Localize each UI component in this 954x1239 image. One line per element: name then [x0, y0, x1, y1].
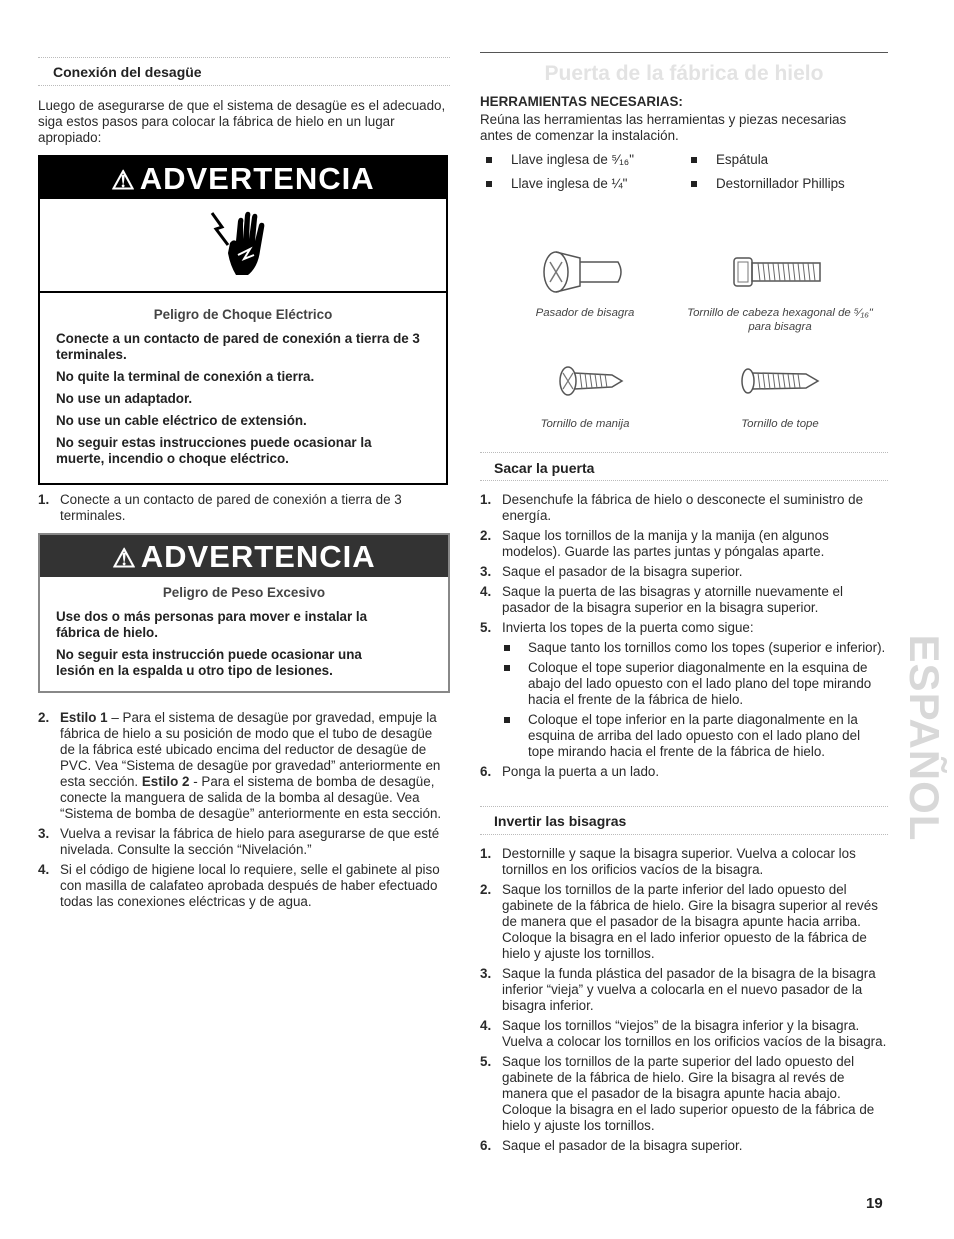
top-rule-left — [38, 57, 450, 58]
step-list — [480, 764, 888, 780]
step-number: 2. — [480, 882, 492, 897]
step-text: Saque la funda plástica del pasador de la bisagra de la bisagra inferior “vieja” y vuelva a colocarla en el nuevo pasador de la bisagra inferior. — [502, 966, 876, 1013]
warning-subtitle: Peligro de Peso Excesivo — [162, 585, 326, 600]
list-item — [480, 1138, 888, 1154]
tool-label: Espátula — [716, 152, 769, 167]
tool-item — [481, 176, 627, 192]
step-list-2 — [38, 710, 450, 914]
list-item — [480, 584, 888, 616]
step-text: Desenchufe la fábrica de hielo o desconecte el suministro de energía. — [502, 492, 864, 523]
step-number: 4. — [38, 862, 50, 877]
step-text: – Para el sistema de desagüe por gravedad, empuje la fábrica de hielo a su posición de modo que el tubo de desagüe de la fábrica esté ubicado encima del reductor de desagüe de PVC. Vea “Sistema de desagüe por gravedad” anteriormente en esta sección. — [60, 710, 441, 789]
step-number: 4. — [480, 1018, 492, 1033]
warning-title: ADVERTENCIA — [139, 161, 375, 196]
section-title-door: Puerta de la fábrica de hielo — [544, 62, 824, 85]
electric-shock-hand-icon — [208, 205, 278, 285]
warning-subtitle: Peligro de Choque Eléctrico — [153, 307, 333, 322]
warning-line: No quite la terminal de conexión a tierra. — [56, 369, 315, 384]
hinge-pin-icon — [540, 248, 630, 298]
list-item — [502, 712, 886, 760]
tool-item — [481, 152, 634, 168]
step-text: Vuelva a revisar la fábrica de hielo para asegurarse de que esté nivelada. Consulte la sección “Nivelación.” — [60, 826, 440, 857]
step-text: Saque los tornillos de la parte inferior del lado opuesto del gabinete de la fábrica de hielo. Gire la bisagra superior al revés de manera que el pasador de la bisagra apunte hacia arriba. Coloque la bisagra en el lado inferior opuesto de la fábrica de hielo y ajuste los tornillos. — [502, 882, 878, 961]
substep-list — [502, 640, 886, 760]
section-title-drain: Conexión del desagüe — [53, 64, 202, 80]
part-caption: Tornillo de tope — [741, 418, 819, 430]
section-rule — [480, 452, 888, 453]
warning-line: No seguir esta instrucción puede ocasionar una lesión en la espalda u otro tipo de lesiones. — [56, 647, 362, 678]
warning-header — [40, 157, 446, 199]
section-title-reverse-hinges: Invertir las bisagras — [494, 813, 627, 829]
tools-heading: HERRAMIENTAS NECESARIAS: — [480, 94, 683, 109]
step-text: Si el código de higiene local lo requiere, selle el gabinete al piso con masilla de calafateo aprobada después de haber efectuado todas las conexiones eléctricas y de agua. — [60, 862, 440, 909]
reverse-hinges-steps — [480, 846, 888, 1158]
bullet — [486, 181, 492, 187]
step-number: 5. — [480, 620, 492, 635]
step-number: 1. — [38, 492, 50, 507]
list-item — [480, 1054, 888, 1134]
warning-line: Use dos o más personas para mover e instalar la fábrica de hielo. — [56, 609, 368, 640]
bullet — [691, 181, 697, 187]
warning-box-weight — [38, 533, 450, 693]
warning-line: No seguir estas instrucciones puede ocasionar la muerte, incendio o choque eléctrico. — [56, 435, 372, 466]
section-title-remove-door: Sacar la puerta — [494, 460, 595, 476]
list-item — [480, 564, 888, 580]
warning-line: Conecte a un contacto de pared de conexión a tierra de 3 terminales. — [56, 331, 420, 362]
step-text: Destornille y saque la bisagra superior. Vuelva a colocar los tornillos en los orificios vacíos de la bisagra. — [502, 846, 856, 877]
style-label: Estilo 1 — [60, 710, 108, 725]
step-number: 5. — [480, 1054, 492, 1069]
step-text: Saque el pasador de la bisagra superior. — [502, 564, 743, 579]
list-item — [38, 862, 450, 910]
section-rule — [480, 480, 888, 481]
warning-line: No use un adaptador. — [56, 391, 193, 406]
side-language-tab — [900, 634, 948, 842]
step-number: 3. — [480, 966, 492, 981]
list-item — [480, 882, 888, 962]
list-item — [480, 620, 888, 636]
drain-intro: Luego de asegurarse de que el sistema de desagüe es el adecuado, siga estos pasos para colocar la fábrica de hielo en un lugar apropiado: — [38, 98, 446, 145]
warning-header — [40, 535, 448, 577]
step-list — [480, 492, 888, 636]
step-text: Invierta los topes de la puerta como sigue: — [502, 620, 754, 635]
step-text: Saque los tornillos de la parte superior del lado opuesto del gabinete de la fábrica de hielo. Gire la bisagra al revés de manera que el pasador de la bisagra apunte hacia abajo. Coloque la bisagra en el lado superior opuesto de la fábrica de hielo y ajuste los tornillos. — [502, 1054, 875, 1133]
list-item — [502, 640, 886, 656]
list-item — [502, 660, 886, 708]
remove-door-steps — [480, 492, 888, 784]
part-caption: Tornillo de manija — [540, 418, 630, 430]
step-number: 1. — [480, 492, 492, 507]
warning-title: ADVERTENCIA — [140, 539, 376, 574]
substep-text: Coloque el tope superior diagonalmente en la esquina de abajo del lado opuesto con el lado plano del tope mirando hacia el frente de la fábrica de hielo. — [528, 660, 872, 707]
bullet — [504, 665, 510, 671]
list-item — [480, 966, 888, 1014]
handle-screw-icon — [556, 364, 626, 398]
step-text: Saque los tornillos “viejos” de la bisagra inferior y la bisagra. Vuelva a colocar los tornillos en los orificios vacíos de la bisagra. — [502, 1018, 887, 1049]
tool-item — [686, 176, 845, 192]
page-number: 19 — [866, 1195, 883, 1212]
list-item — [38, 492, 448, 524]
tool-item — [686, 152, 768, 168]
step-number: 6. — [480, 764, 492, 779]
tool-label: Llave inglesa de ⁵⁄₁₆" — [511, 152, 634, 167]
step-number: 4. — [480, 584, 492, 599]
part-caption: Pasador de bisagra — [535, 307, 635, 319]
step-number: 2. — [38, 710, 50, 725]
list-item — [38, 826, 450, 858]
step-number: 3. — [38, 826, 50, 841]
step-text: Ponga la puerta a un lado. — [502, 764, 660, 779]
warning-box-electric — [38, 155, 448, 485]
part-caption: Tornillo de cabeza hexagonal de ⁵⁄₁₆" para bisagra — [687, 307, 873, 333]
bullet — [504, 645, 510, 651]
step-text: Saque la puerta de las bisagras y atornille nuevamente el pasador de la bisagra superior en la bisagra superior. — [502, 584, 843, 615]
warning-line: No use un cable eléctrico de extensión. — [56, 413, 307, 428]
style-label: Estilo 2 — [141, 774, 190, 789]
hex-head-screw-icon — [732, 254, 824, 290]
step-text: Conecte a un contacto de pared de conexión a tierra de 3 terminales. — [60, 492, 402, 523]
step-number: 1. — [480, 846, 492, 861]
list-item — [480, 528, 888, 560]
step-number: 2. — [480, 528, 492, 543]
stop-screw-icon — [740, 366, 820, 396]
list-item — [480, 846, 888, 878]
section-rule — [480, 834, 888, 835]
warning-triangle-icon: ⚠ — [111, 165, 136, 195]
list-item — [480, 764, 888, 780]
list-item — [38, 710, 450, 822]
bullet — [486, 157, 492, 163]
tool-label: Llave inglesa de ¼" — [511, 176, 628, 191]
step-list-1 — [38, 492, 448, 528]
step-text: Saque los tornillos de la manija y la manija (en algunos modelos). Guarde las partes juntas y póngalas aparte. — [502, 528, 829, 559]
list-item — [480, 1018, 888, 1050]
warning-triangle-icon: ⚠ — [112, 543, 137, 573]
list-item — [480, 492, 888, 524]
substep-text: Saque tanto los tornillos como los topes (superior e inferior). — [528, 640, 886, 655]
step-text: Saque el pasador de la bisagra superior. — [502, 1138, 743, 1153]
tool-label: Destornillador Phillips — [716, 176, 845, 191]
section-rule — [480, 806, 888, 807]
tools-intro: Reúna las herramientas las herramientas y piezas necesarias antes de comenzar la instalación. — [480, 112, 847, 143]
top-rule-right — [480, 52, 888, 53]
section-rule-drain — [38, 85, 450, 86]
step-number: 6. — [480, 1138, 492, 1153]
bullet — [691, 157, 697, 163]
step-number: 3. — [480, 564, 492, 579]
bullet — [504, 717, 510, 723]
warning-icon-area — [40, 199, 446, 293]
step-text: - Para el sistema de bomba de desagüe, conecte la manguera de salida de la bomba al desagüe. Vea “Sistema de bomba de desagüe” anteriormente en esta sección. — [60, 774, 442, 821]
substep-text: Coloque el tope inferior en la parte diagonalmente en la esquina de arriba del lado opuesto con el lado plano del tope mirando hacia el frente de la fábrica de hielo. — [528, 712, 861, 759]
side-tab-text: ESPAÑOL — [901, 634, 948, 842]
